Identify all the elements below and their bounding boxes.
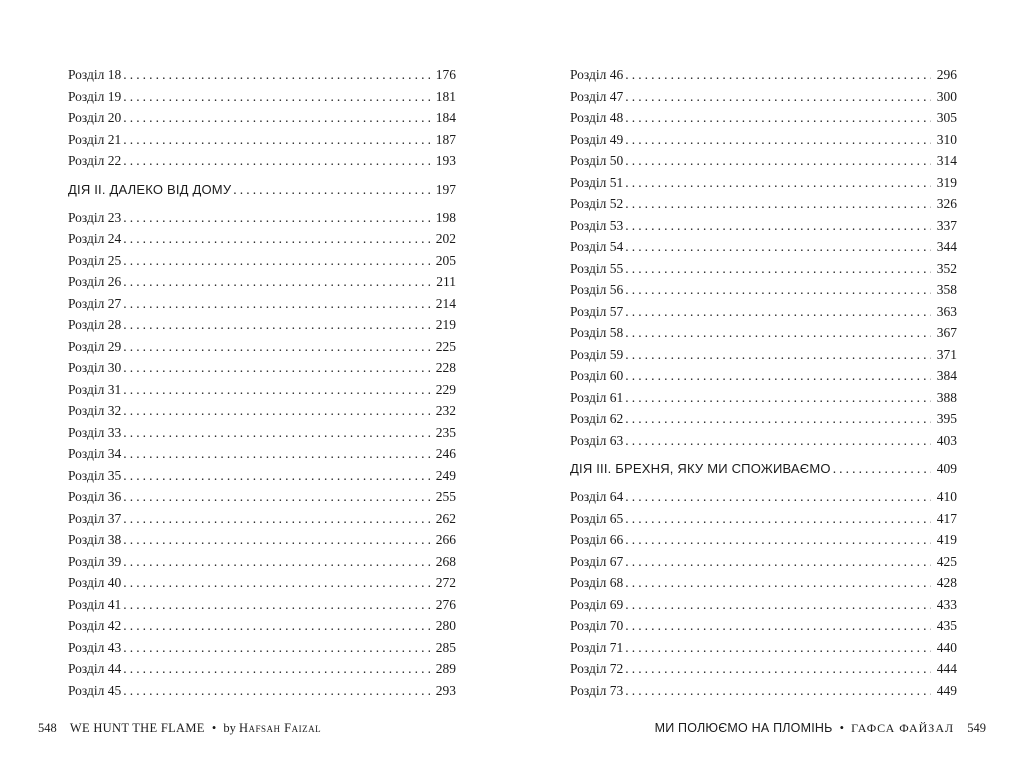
toc-chapter-entry: [570, 86, 957, 108]
toc-page-number: 433: [936, 596, 957, 612]
toc-page-number: 272: [435, 575, 456, 590]
toc-page-number: 229: [435, 381, 456, 397]
table-of-contents-right: [570, 64, 957, 701]
toc-chapter-entry: [68, 658, 456, 680]
toc-chapter-label: Розділ 46: [570, 67, 624, 82]
dot-leader: [625, 215, 931, 237]
toc-chapter-label: Розділ 26: [68, 274, 122, 289]
toc-page-number: 225: [435, 338, 456, 354]
toc-page-number: 255: [435, 489, 456, 504]
toc-chapter-label: Розділ 25: [68, 252, 122, 268]
dot-leader: [123, 150, 430, 172]
toc-chapter-entry: [68, 594, 456, 616]
toc-page-number: 410: [936, 489, 957, 504]
dot-leader: [833, 453, 931, 485]
toc-chapter-entry: [570, 408, 957, 430]
dot-leader: [123, 680, 430, 702]
toc-chapter-label: Розділ 41: [68, 596, 122, 612]
toc-chapter-label: Розділ 43: [68, 639, 122, 655]
dot-leader: [123, 465, 430, 487]
dot-leader: [625, 594, 931, 616]
toc-chapter-entry: [570, 551, 957, 573]
toc-chapter-label: Розділ 65: [570, 510, 624, 526]
toc-part-label: ДІЯ ІІІ. БРЕХНЯ, ЯКУ МИ СПОЖИВАЄМО: [570, 461, 831, 476]
dot-leader: [123, 228, 430, 250]
toc-page-number: 444: [936, 661, 957, 676]
toc-chapter-entry: [68, 107, 456, 129]
dot-leader: [625, 129, 931, 151]
left-page-footer: [38, 718, 321, 738]
toc-page-number: 176: [435, 67, 456, 82]
right-page-number: 549: [967, 721, 986, 735]
table-of-contents-left: [68, 64, 456, 701]
toc-chapter-label: Розділ 69: [570, 596, 624, 612]
toc-page-number: 305: [936, 110, 957, 125]
toc-chapter-label: Розділ 38: [68, 532, 122, 547]
toc-chapter-label: Розділ 51: [570, 174, 624, 190]
toc-chapter-entry: [68, 465, 456, 487]
left-page: [68, 0, 456, 767]
toc-chapter-entry: [570, 150, 957, 172]
toc-chapter-label: Розділ 32: [68, 403, 122, 418]
dot-leader: [625, 193, 931, 215]
right-page-footer: [655, 718, 986, 738]
toc-chapter-label: Розділ 23: [68, 209, 122, 225]
dot-leader: [123, 594, 430, 616]
toc-page-number: 266: [435, 532, 456, 547]
toc-page-number: 409: [936, 461, 957, 476]
toc-chapter-label: Розділ 67: [570, 553, 624, 569]
dot-leader: [625, 236, 931, 258]
toc-chapter-label: Розділ 54: [570, 239, 624, 254]
toc-chapter-entry: [68, 615, 456, 637]
dot-leader: [625, 658, 931, 680]
dot-leader: [123, 400, 430, 422]
toc-page-number: 440: [936, 639, 957, 655]
toc-page-number: 435: [936, 618, 957, 633]
toc-chapter-entry: [570, 594, 957, 616]
toc-chapter-label: Розділ 48: [570, 110, 624, 125]
toc-chapter-entry: [68, 336, 456, 358]
dot-leader: [625, 615, 931, 637]
dot-leader: [123, 529, 430, 551]
toc-page-number: 193: [435, 153, 456, 168]
dot-leader: [625, 387, 931, 409]
toc-page-number: 228: [435, 360, 456, 375]
toc-chapter-entry: [68, 314, 456, 336]
dot-leader: [123, 508, 430, 530]
toc-chapter-label: Розділ 42: [68, 618, 122, 633]
toc-chapter-entry: [570, 680, 957, 702]
toc-page-number: 285: [435, 639, 456, 655]
dot-leader: [123, 207, 430, 229]
toc-chapter-label: Розділ 58: [570, 325, 624, 340]
toc-chapter-entry: [570, 236, 957, 258]
dot-leader: [625, 680, 931, 702]
toc-chapter-label: Розділ 24: [68, 231, 122, 246]
toc-chapter-entry: [68, 150, 456, 172]
toc-chapter-label: Розділ 19: [68, 88, 122, 104]
toc-chapter-label: Розділ 55: [570, 260, 624, 276]
toc-page-number: 268: [435, 553, 456, 569]
dot-leader: [123, 486, 430, 508]
toc-chapter-entry: [570, 658, 957, 680]
dot-leader: [625, 279, 931, 301]
toc-page-number: 198: [435, 209, 456, 225]
dot-leader: [123, 314, 430, 336]
toc-chapter-entry: [68, 529, 456, 551]
toc-chapter-label: Розділ 39: [68, 553, 122, 569]
toc-chapter-entry: [570, 637, 957, 659]
toc-page-number: 280: [435, 618, 456, 633]
toc-chapter-label: Розділ 44: [68, 661, 122, 676]
toc-chapter-entry: [68, 486, 456, 508]
toc-chapter-entry: [68, 129, 456, 151]
toc-chapter-label: Розділ 73: [570, 682, 624, 698]
toc-chapter-label: Розділ 50: [570, 153, 624, 168]
toc-chapter-entry: [68, 551, 456, 573]
toc-chapter-label: Розділ 72: [570, 661, 624, 676]
toc-chapter-label: Розділ 66: [570, 532, 624, 547]
toc-chapter-entry: [570, 529, 957, 551]
dot-leader: [123, 443, 430, 465]
toc-chapter-entry: [570, 387, 957, 409]
toc-chapter-entry: [570, 508, 957, 530]
toc-page-number: 289: [435, 661, 456, 676]
toc-part-label: ДІЯ ІІ. ДАЛЕКО ВІД ДОМУ: [68, 181, 232, 197]
toc-chapter-label: Розділ 36: [68, 489, 122, 504]
toc-chapter-label: Розділ 59: [570, 346, 624, 362]
toc-page-number: 249: [435, 467, 456, 483]
toc-page-number: 352: [936, 260, 957, 276]
dot-leader: [625, 430, 931, 452]
toc-part-entry: [570, 453, 957, 485]
toc-chapter-label: Розділ 70: [570, 618, 624, 633]
toc-page-number: 326: [936, 196, 957, 211]
toc-page-number: 395: [936, 411, 957, 426]
dot-leader: [123, 293, 430, 315]
dot-leader: [625, 258, 931, 280]
toc-page-number: 337: [936, 217, 957, 233]
dot-leader: [123, 422, 430, 444]
dot-leader: [625, 344, 931, 366]
toc-page-number: 246: [435, 446, 456, 461]
dot-leader: [123, 637, 430, 659]
toc-page-number: 384: [936, 368, 957, 383]
toc-chapter-label: Розділ 37: [68, 510, 122, 526]
toc-page-number: 417: [936, 510, 957, 526]
toc-chapter-label: Розділ 56: [570, 282, 624, 297]
toc-chapter-label: Розділ 20: [68, 110, 122, 125]
toc-page-number: 319: [936, 174, 957, 190]
toc-chapter-entry: [570, 193, 957, 215]
toc-chapter-entry: [570, 215, 957, 237]
toc-chapter-entry: [570, 486, 957, 508]
toc-chapter-label: Розділ 18: [68, 67, 122, 82]
toc-page-number: 388: [936, 389, 957, 405]
toc-chapter-label: Розділ 21: [68, 131, 122, 147]
dot-leader: [625, 172, 931, 194]
toc-chapter-label: Розділ 57: [570, 303, 624, 319]
toc-chapter-entry: [570, 365, 957, 387]
toc-page-number: 314: [936, 153, 957, 168]
toc-page-number: 419: [936, 532, 957, 547]
toc-page-number: 428: [936, 575, 957, 590]
dot-leader: [625, 301, 931, 323]
left-page-number: 548: [38, 721, 57, 735]
toc-page-number: 202: [435, 231, 456, 246]
toc-chapter-entry: [68, 250, 456, 272]
toc-chapter-entry: [68, 64, 456, 86]
toc-chapter-label: Розділ 30: [68, 360, 122, 375]
toc-page-number: 205: [435, 252, 456, 268]
toc-chapter-entry: [570, 322, 957, 344]
dot-leader: [123, 271, 430, 293]
toc-chapter-label: Розділ 63: [570, 432, 624, 448]
toc-chapter-entry: [68, 228, 456, 250]
toc-chapter-label: Розділ 61: [570, 389, 624, 405]
dot-leader: [123, 572, 430, 594]
toc-page-number: 296: [936, 67, 957, 82]
toc-chapter-label: Розділ 47: [570, 88, 624, 104]
dot-leader: [625, 365, 931, 387]
toc-chapter-label: Розділ 35: [68, 467, 122, 483]
toc-chapter-label: Розділ 29: [68, 338, 122, 354]
toc-page-number: 219: [435, 317, 456, 332]
toc-chapter-entry: [570, 572, 957, 594]
dot-leader: [123, 129, 430, 151]
toc-page-number: 363: [936, 303, 957, 319]
toc-chapter-label: Розділ 64: [570, 489, 624, 504]
toc-chapter-entry: [68, 293, 456, 315]
dot-leader: [625, 637, 931, 659]
toc-chapter-label: Розділ 40: [68, 575, 122, 590]
dot-leader: [625, 408, 931, 430]
right-footer-author: ГАФСА ФАЙЗАЛ: [851, 721, 955, 735]
dot-leader: [233, 174, 429, 206]
toc-page-number: 276: [435, 596, 456, 612]
toc-chapter-label: Розділ 34: [68, 446, 122, 461]
dot-leader: [625, 86, 931, 108]
dot-leader: [625, 508, 931, 530]
toc-page-number: 403: [936, 432, 957, 448]
toc-chapter-entry: [570, 258, 957, 280]
toc-chapter-entry: [570, 64, 957, 86]
dot-leader: [123, 379, 430, 401]
toc-chapter-entry: [68, 379, 456, 401]
dot-leader: [123, 658, 430, 680]
dot-leader: [123, 64, 430, 86]
toc-chapter-entry: [570, 344, 957, 366]
left-footer-separator: •: [211, 721, 217, 735]
left-footer-book-title: WE HUNT THE FLAME: [69, 721, 205, 735]
toc-page-number: 425: [936, 553, 957, 569]
toc-chapter-entry: [68, 400, 456, 422]
toc-chapter-label: Розділ 71: [570, 639, 624, 655]
toc-chapter-entry: [68, 508, 456, 530]
toc-page-number: 300: [936, 88, 957, 104]
toc-chapter-label: Розділ 45: [68, 682, 122, 698]
toc-chapter-label: Розділ 22: [68, 153, 122, 168]
toc-page-number: 310: [936, 131, 957, 147]
dot-leader: [123, 250, 430, 272]
toc-chapter-entry: [68, 357, 456, 379]
dot-leader: [625, 150, 931, 172]
dot-leader: [625, 551, 931, 573]
dot-leader: [123, 107, 430, 129]
toc-page-number: 235: [435, 424, 456, 440]
dot-leader: [625, 107, 931, 129]
right-footer-book-title: МИ ПОЛЮЄМО НА ПЛОМІНЬ: [654, 721, 833, 735]
toc-chapter-entry: [570, 129, 957, 151]
left-footer-by: by: [223, 721, 236, 735]
dot-leader: [625, 322, 931, 344]
toc-chapter-entry: [570, 279, 957, 301]
right-footer-separator: •: [839, 721, 845, 735]
toc-page-number: 293: [435, 682, 456, 698]
toc-chapter-entry: [68, 207, 456, 229]
dot-leader: [625, 64, 931, 86]
toc-chapter-entry: [68, 680, 456, 702]
toc-chapter-entry: [68, 572, 456, 594]
dot-leader: [625, 572, 931, 594]
toc-page-number: 232: [435, 403, 456, 418]
toc-chapter-entry: [570, 615, 957, 637]
toc-page-number: 358: [936, 282, 957, 297]
toc-chapter-entry: [68, 422, 456, 444]
dot-leader: [625, 486, 931, 508]
toc-chapter-label: Розділ 28: [68, 317, 122, 332]
toc-page-number: 187: [435, 131, 456, 147]
toc-chapter-entry: [570, 172, 957, 194]
toc-chapter-label: Розділ 49: [570, 131, 624, 147]
toc-page-number: 181: [435, 88, 456, 104]
toc-chapter-label: Розділ 62: [570, 411, 624, 426]
toc-page-number: 344: [936, 239, 957, 254]
left-footer-author: Hafsah Faizal: [238, 721, 322, 735]
dot-leader: [123, 615, 430, 637]
toc-chapter-entry: [68, 443, 456, 465]
toc-page-number: 449: [936, 682, 957, 698]
toc-chapter-entry: [570, 301, 957, 323]
toc-chapter-entry: [570, 430, 957, 452]
toc-chapter-label: Розділ 53: [570, 217, 624, 233]
toc-page-number: 371: [936, 346, 957, 362]
dot-leader: [123, 86, 430, 108]
toc-chapter-entry: [68, 86, 456, 108]
toc-part-entry: [68, 174, 456, 206]
toc-chapter-label: Розділ 31: [68, 381, 122, 397]
toc-page-number: 367: [936, 325, 957, 340]
toc-page-number: 262: [435, 510, 456, 526]
toc-chapter-label: Розділ 27: [68, 295, 122, 311]
toc-page-number: 184: [435, 110, 456, 125]
toc-chapter-entry: [68, 637, 456, 659]
right-page: [570, 0, 957, 767]
dot-leader: [123, 357, 430, 379]
toc-chapter-label: Розділ 68: [570, 575, 624, 590]
dot-leader: [123, 551, 430, 573]
toc-page-number: 214: [435, 295, 456, 311]
toc-page-number: 197: [435, 181, 456, 197]
toc-chapter-label: Розділ 33: [68, 424, 122, 440]
toc-chapter-entry: [570, 107, 957, 129]
toc-chapter-label: Розділ 60: [570, 368, 624, 383]
toc-chapter-label: Розділ 52: [570, 196, 624, 211]
toc-chapter-entry: [68, 271, 456, 293]
dot-leader: [123, 336, 430, 358]
dot-leader: [625, 529, 931, 551]
toc-page-number: 211: [436, 274, 456, 289]
